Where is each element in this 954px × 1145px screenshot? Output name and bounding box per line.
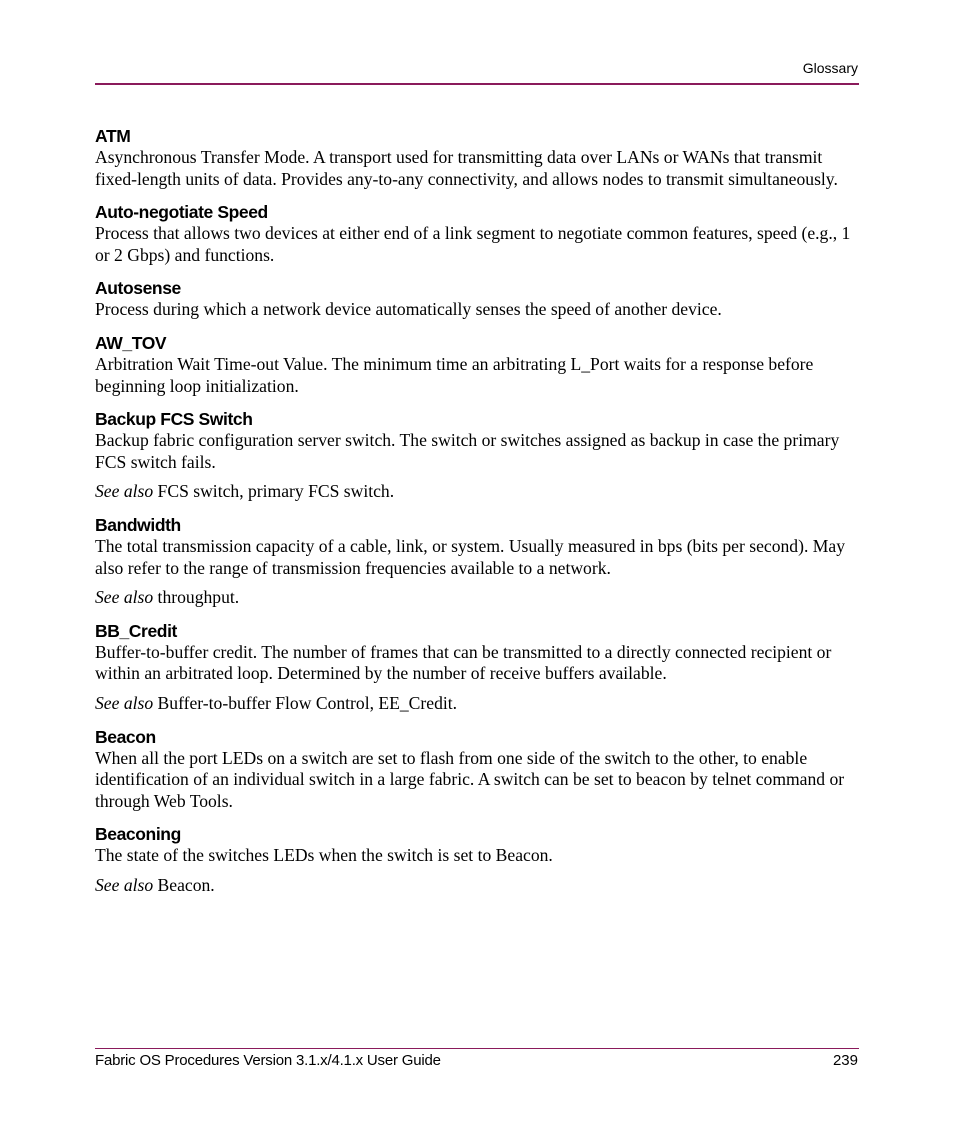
glossary-entry-bandwidth <box>95 514 861 609</box>
glossary-entry-atm <box>95 125 861 190</box>
glossary-term: Autosense <box>95 278 181 299</box>
see-also-note <box>95 875 861 897</box>
see-also-label: See also <box>95 587 154 608</box>
glossary-entry-bb-credit <box>95 620 861 715</box>
glossary-entry-beacon <box>95 726 861 813</box>
running-header: Glossary <box>802 60 858 76</box>
see-also-reference: Beacon. <box>153 874 215 895</box>
glossary-term: AW_TOV <box>95 332 167 353</box>
glossary-definition: Process during which a network device automatically senses the speed of another device. <box>95 299 722 320</box>
glossary-term: BB_Credit <box>95 620 177 641</box>
glossary-entry-autosense <box>95 277 861 321</box>
glossary-definition: Buffer-to-buffer credit. The number of frames that can be transmitted to a directly connected recipient or within an arbitrated loop. Determined by the number of receive buffers available. <box>95 641 832 684</box>
glossary-entry-beaconing <box>95 823 861 896</box>
glossary-definition: When all the port LEDs on a switch are set to flash from one side of the switch to the other, to enable identification of an individual switch in a large fabric. A switch can be set to beacon by telnet command or through Web Tools. <box>95 747 845 811</box>
glossary-definition: Arbitration Wait Time-out Value. The minimum time an arbitrating L_Port waits for a response before beginning loop initialization. <box>95 353 814 396</box>
glossary-term: Beaconing <box>95 824 181 845</box>
see-also-label: See also <box>95 874 154 895</box>
glossary-definition: The state of the switches LEDs when the switch is set to Beacon. <box>95 845 553 866</box>
glossary-definition: The total transmission capacity of a cable, link, or system. Usually measured in bps (bits per second). May also refer to the range of transmission frequencies available to a network. <box>95 535 845 578</box>
header-rule <box>95 83 859 85</box>
see-also-reference: FCS switch, primary FCS switch. <box>153 481 395 502</box>
glossary-definition: Asynchronous Transfer Mode. A transport used for transmitting data over LANs or WANs that transmit fixed-length units of data. Provides any-to-any connectivity, and allows nodes to transmit simultaneously. <box>95 147 838 189</box>
glossary-term: Beacon <box>95 726 156 747</box>
see-also-reference: Buffer-to-buffer Flow Control, EE_Credit. <box>153 692 458 713</box>
glossary-entry-backup-fcs-switch <box>95 408 861 503</box>
see-also-reference: throughput. <box>153 587 240 608</box>
glossary-term: Bandwidth <box>95 514 181 535</box>
see-also-note <box>95 587 861 609</box>
glossary-term: Backup FCS Switch <box>95 409 253 430</box>
glossary-entry-auto-negotiate-speed <box>95 201 861 266</box>
glossary-term: Auto-negotiate Speed <box>95 202 268 223</box>
glossary-content <box>95 125 861 907</box>
glossary-entry-aw-tov <box>95 332 861 397</box>
see-also-label: See also <box>95 481 154 502</box>
see-also-note <box>95 693 861 715</box>
footer-document-title: Fabric OS Procedures Version 3.1.x/4.1.x User Guide <box>95 1052 441 1069</box>
see-also-note <box>95 481 861 503</box>
see-also-label: See also <box>95 692 154 713</box>
glossary-definition: Backup fabric configuration server switch. The switch or switches assigned as backup in case the primary FCS switch fails. <box>95 430 840 472</box>
page-number: 239 <box>832 1052 858 1069</box>
glossary-definition: Process that allows two devices at either end of a link segment to negotiate common features, speed (e.g., 1 or 2 Gbps) and functions. <box>95 223 851 265</box>
footer-rule <box>95 1048 859 1049</box>
glossary-term: ATM <box>95 126 131 146</box>
